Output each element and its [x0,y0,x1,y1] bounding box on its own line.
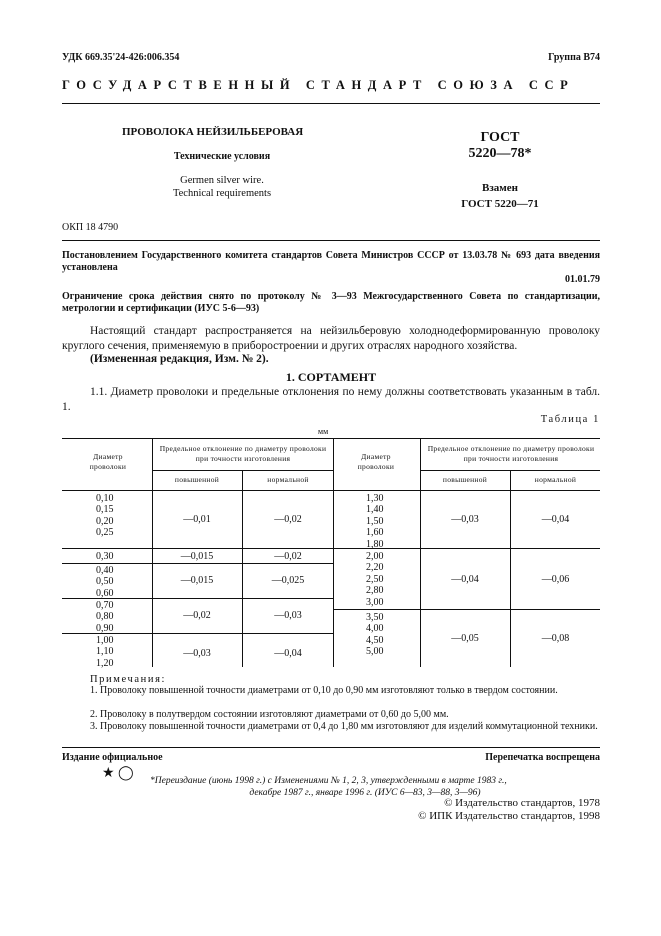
left-group-2-increased: —0,015 [180,551,214,562]
diameter-header-right: Диаметр проволоки [357,452,395,471]
left-group-5-normal: —0,04 [274,648,302,659]
diameter-value: 1,80 [366,538,384,550]
header-divider [62,103,600,104]
header-bottom-line [62,490,600,491]
left-group-3-diameters [96,565,114,599]
right-group-2-increased: —0,04 [451,574,479,585]
notes-title: Примечания: [90,674,167,685]
intro-edit-note: (Измененная редакция, Изм. № 2). [90,353,269,365]
diameter-value: 4,50 [366,634,384,646]
state-standard-title: ГОСУДАРСТВЕННЫЙ СТАНДАРТ СОЮЗА ССР [62,78,575,92]
diameter-value: 3,00 [366,596,384,608]
diameter-value: 1,50 [366,515,384,527]
reissue-note [150,775,580,799]
group-code: Группа В74 [548,52,600,63]
reissue-line2: декабре 1987 г., январе 1996 г. (ИУС 6—83, 3—88, 3—96) [249,788,481,798]
gost-label: ГОСТ [480,130,520,145]
official-edition: Издание официальное [62,752,163,763]
title-divider [62,240,600,241]
intro-paragraph: Настоящий стандарт распространяется на нейзильберовую холоднодеформированную проволоку круглого сечения, применяемую в приборостроении и других отраслях народного хозяйства. [62,325,600,352]
english-title-line1: Germen silver wire. [180,175,264,186]
diameter-value: 2,50 [366,573,384,585]
right-sep-2 [333,609,600,610]
right-group-1-normal: —0,04 [541,514,570,525]
vline-2 [242,470,243,667]
reissue-line1: *Переиздание (июнь 1998 г.) с Изменениями № 1, 2, 3, утвержденными в марте 1983 г., [150,776,507,786]
diameter-value: 3,50 [366,612,384,623]
replaces-label: Взамен [482,182,518,194]
table-label: Таблица 1 [540,414,600,425]
diameter-value: 0,90 [96,622,114,634]
replaces-block [440,180,560,212]
gost-number: 5220—78* [468,146,532,161]
diameter-value: 0,40 [96,565,114,576]
left-group-1-increased: —0,01 [183,514,211,525]
gost-designation [440,130,560,162]
right-group-2-normal: —0,06 [541,574,570,585]
replaces-number: ГОСТ 5220—71 [461,198,539,210]
diameter-header-left: Диаметр проволоки [89,452,127,471]
left-group-5-diameters [96,635,114,669]
left-group-4-normal: —0,03 [274,610,302,621]
vline-middle [333,438,334,667]
diameter-value: 0,20 [96,515,114,527]
diameter-value: 0,80 [96,611,114,623]
diameter-value: 1,30 [366,493,384,504]
introduction-date: 01.01.79 [565,274,600,285]
diameter-value: 1,20 [96,657,114,669]
left-group-4-increased: —0,02 [183,610,211,621]
diameter-value: 0,70 [96,600,114,611]
diameter-value: 0,10 [96,493,114,504]
diameter-value: 0,30 [96,551,114,562]
diameter-value: 1,40 [366,504,384,516]
diameter-value: 5,00 [366,646,384,658]
left-group-1-diameters [96,493,114,539]
document-subtitle: Технические условия [173,151,271,162]
note-1: 1. Проволоку повышенной точности диаметрами от 0,10 до 0,90 мм изготовляют только в твердом состоянии. [90,685,558,696]
document-title: ПРОВОЛОКА НЕЙЗИЛЬБЕРОВАЯ [122,126,304,138]
diameter-value: 1,10 [96,646,114,658]
right-group-1-increased: —0,03 [451,514,479,525]
diameter-value: 0,15 [96,504,114,516]
diameter-value: 1,60 [366,527,384,539]
okp-code: ОКП 18 4790 [62,222,119,233]
udk-code: УДК 669.35'24-426:006.354 [62,52,180,63]
paragraph-1-1: 1.1. Диаметр проволоки и предельные отклонения по нему должны соответствовать указанным в табл. 1. [62,386,600,413]
left-group-3-normal: —0,025 [271,575,305,586]
diameter-value: 2,20 [366,562,384,574]
copyright-1998: © ИПК Издательство стандартов, 1998 [418,810,600,822]
right-group-3-increased: —0,05 [451,633,479,644]
left-group-3-increased: —0,015 [180,575,214,586]
left-group-1-normal: —0,02 [274,514,302,525]
decree-text: Постановлением Государственного комитета стандартов Совета Министров СССР от 13.03.78 № 693 дата введения установлена [62,250,600,273]
reprint-forbidden: Перепечатка воспрещена [485,752,600,763]
normal-header-right: нормальной [534,475,577,484]
section-title: 1. СОРТАМЕНТ [285,370,377,384]
star-circle-marks: ★ ◯ [102,766,134,781]
increased-header-left: повышенной [174,475,220,484]
copyright-1978: © Издательство стандартов, 1978 [444,797,600,809]
note-3: 3. Проволоку повышенной точности диаметрами от 0,4 до 1,80 мм изготовляют для изделий коммутационной техники. [90,721,598,732]
diameter-value: 2,00 [366,551,384,562]
diameter-value: 0,50 [96,576,114,588]
left-group-2-diameters [96,551,114,562]
left-sep-1 [62,548,333,549]
increased-header-right: повышенной [442,475,488,484]
deviation-header-left: Предельное отклонение по диаметру проволоки при точности изготовления [159,444,327,463]
footer-divider [62,747,600,748]
deviation-header-right: Предельное отклонение по диаметру проволоки при точности изготовления [427,444,595,463]
limit-removed-text: Ограничение срока действия снято по протоколу № 3—93 Межгосударственного Совета по стандартизации, метрологии и сертификации (ИУС 5-6—93) [62,291,600,314]
note-2: 2. Проволоку в полутвердом состоянии изготовляют диаметрами от 0,60 до 5,00 мм. [90,709,449,720]
right-group-3-normal: —0,08 [541,633,570,644]
english-title-line2: Technical requirements [172,188,272,199]
left-group-5-increased: —0,03 [183,648,211,659]
table-unit: мм [318,427,329,436]
diameter-value: 0,25 [96,527,114,539]
right-group-2-diameters [366,551,384,608]
table-top-line [62,438,600,439]
right-group-3-diameters [366,612,384,658]
diameter-value: 1,00 [96,635,114,646]
diameter-value: 2,80 [366,585,384,597]
normal-header-left: нормальной [267,475,309,484]
left-sep-2 [62,563,333,564]
left-group-2-normal: —0,02 [274,551,302,562]
right-group-1-diameters [366,493,384,550]
left-group-4-diameters [96,600,114,634]
diameter-value: 4,00 [366,623,384,635]
diameter-value: 0,60 [96,587,114,599]
english-title [122,174,322,200]
